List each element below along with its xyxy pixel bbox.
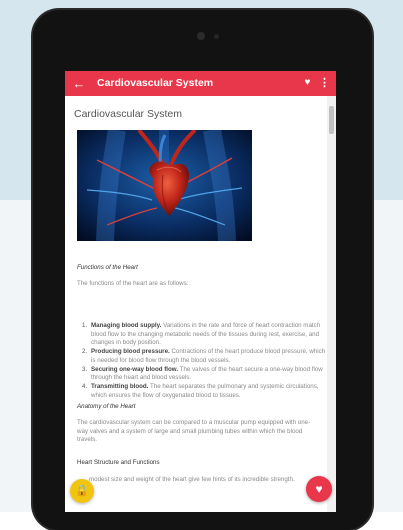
app-bar	[65, 71, 336, 96]
list-item-number: 4.	[82, 383, 88, 390]
functions-list	[77, 322, 327, 401]
list-item	[82, 322, 327, 348]
list-item-text: Variations in the rate and force of heart contraction match blood flow to the changing metabolic needs of the tissues during rest, exercise, and changes in body position.	[91, 322, 321, 346]
functions-heading: Functions of the Heart	[77, 264, 138, 271]
anatomy-text: The cardiovascular system can be compared to a muscular pump equipped with one-way valves and a system of large and small plumbing tubes within which the blood travels.	[77, 419, 311, 443]
app-bar-title: Cardiovascular System	[97, 77, 214, 89]
structure-text: modest size and weight of the heart give few hints of its incredible strength.	[89, 476, 295, 483]
list-item-term: Transmitting blood.	[91, 383, 149, 390]
list-item-text: The valves of the heart secure a one-way blood flow through the heart and blood vessels.	[91, 365, 323, 381]
list-item	[82, 348, 327, 365]
page-title: Cardiovascular System	[74, 108, 182, 120]
heart-icon[interactable]: ♥	[304, 77, 311, 88]
anatomy-heading: Anatomy of the Heart	[77, 403, 136, 410]
list-item	[82, 383, 327, 400]
list-item	[82, 365, 327, 383]
list-item-text: The heart separates the pulmonary and systemic circulations, which ensures the flow of oxygenated blood to tissues.	[91, 383, 319, 399]
list-item-term: Securing one-way blood flow.	[91, 365, 179, 373]
heart-image	[77, 130, 252, 241]
list-item-number: 3.	[82, 365, 88, 373]
front-sensor	[214, 34, 219, 39]
list-item-number: 1.	[82, 322, 88, 329]
arrow-left-icon[interactable]: ←	[72, 76, 86, 91]
scrollbar-thumb[interactable]	[329, 106, 334, 134]
heart-icon[interactable]: ♥	[306, 476, 332, 502]
structure-heading: Heart Structure and Functions	[77, 459, 160, 466]
list-item-text: Contractions of the heart produce blood pressure, which is needed for blood flow through the blood vessels.	[91, 348, 326, 364]
tablet-screen	[65, 71, 336, 512]
article-content[interactable]	[65, 96, 327, 512]
list-item-term: Managing blood supply.	[91, 322, 162, 329]
list-item-term: Producing blood pressure.	[91, 348, 170, 355]
list-item-number: 2.	[82, 348, 88, 355]
more-vertical-icon[interactable]: ⋮	[319, 77, 330, 89]
front-camera	[197, 32, 205, 40]
lock-icon[interactable]: 🔒	[70, 479, 94, 503]
scrollbar[interactable]	[327, 96, 336, 512]
functions-intro: The functions of the heart are as follows:	[77, 280, 189, 287]
